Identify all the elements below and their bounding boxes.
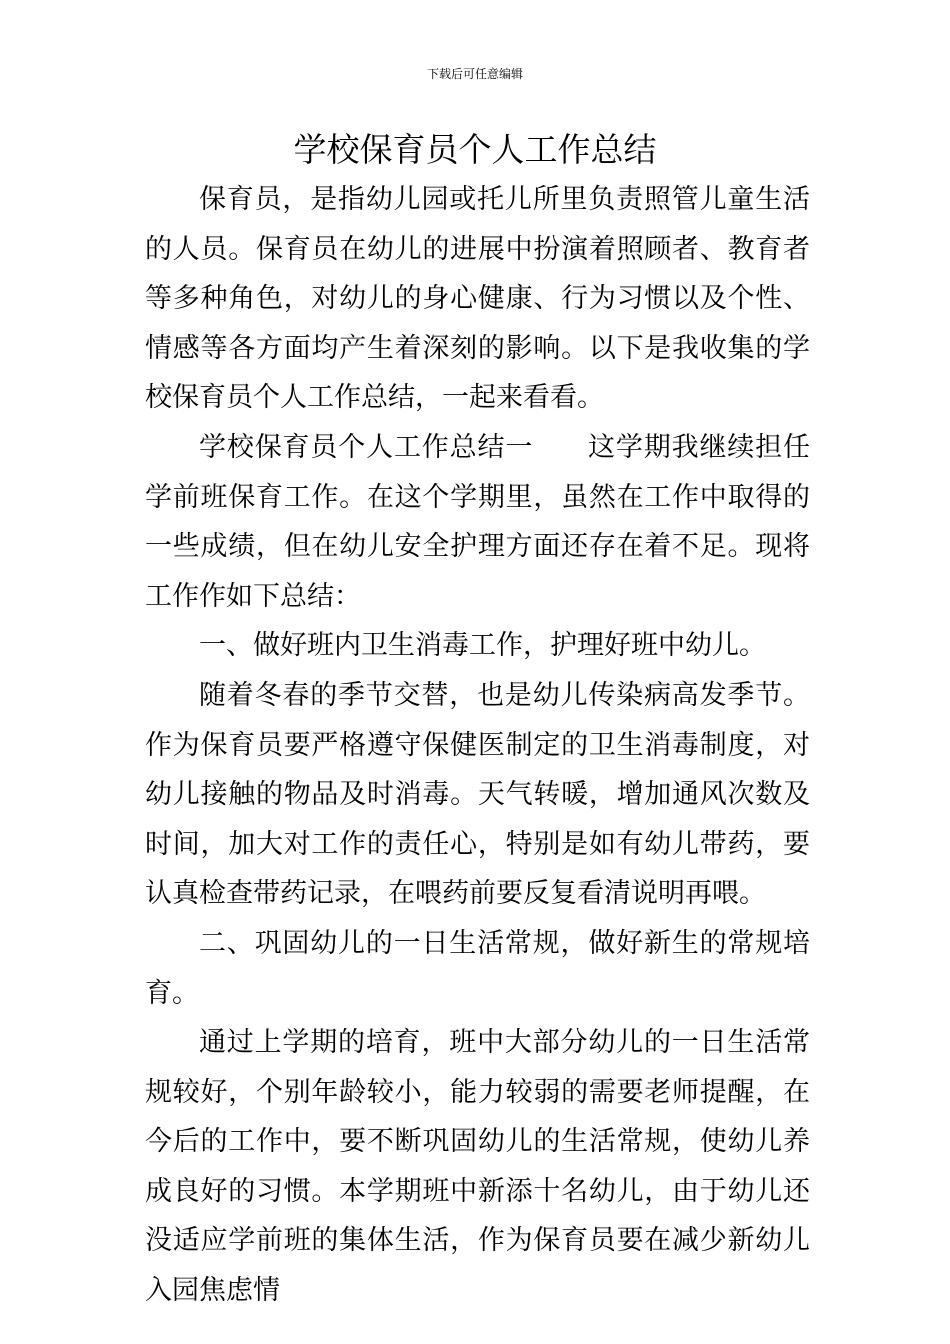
section-one-lead: 这学期我继续担任学前班保育工作。在这个学期里，虽然在工作中取得的一些成绩，但在幼儿安全护理方面还存在着不足。现将工作作如下总结： — [145, 431, 811, 612]
point-two-body: 通过上学期的培育，班中大部分幼儿的一日生活常规较好，个别年龄较小，能力较弱的需要老师提醒，在今后的工作中，要不断巩固幼儿的生活常规，使幼儿养成良好的习惯。本学期班中新添十名幼儿，由于幼儿还没适应学前班的集体生活，作为保育员要在减少新幼儿入园焦虑情 — [145, 1027, 810, 1307]
point-one-body: 随着冬春的季节交替，也是幼儿传染病高发季节。作为保育员要严格遵守保健医制定的卫生消毒制度，对幼儿接触的物品及时消毒。天气转暖，增加通风次数及时间，加大对工作的责任心，特别是如有幼儿带药，要认真检查带药记录，在喂药前要反复看清说明再喂。 — [145, 679, 810, 910]
document-body — [145, 175, 810, 1316]
document-title: 学校保育员个人工作总结 — [293, 130, 657, 169]
intro-paragraph: 保育员，是指幼儿园或托儿所里负责照管儿童生活的人员。保育员在幼儿的进展中扮演着照顾者、教育者等多种角色，对幼儿的身心健康、行为习惯以及个性、情感等各方面均产生着深刻的影响。以下是我收集的学校保育员个人工作总结，一起来看看。 — [145, 184, 810, 414]
point-two-heading: 二、巩固幼儿的一日生活常规，做好新生的常规培育。 — [145, 927, 810, 1009]
header-note: 下载后可任意编辑 — [426, 67, 523, 81]
section-one-paragraph — [145, 423, 810, 621]
point-one-heading: 一、做好班内卫生消毒工作，护理好班中幼儿。 — [199, 630, 766, 662]
section-one-heading: 学校保育员个人工作总结一 — [199, 431, 534, 463]
